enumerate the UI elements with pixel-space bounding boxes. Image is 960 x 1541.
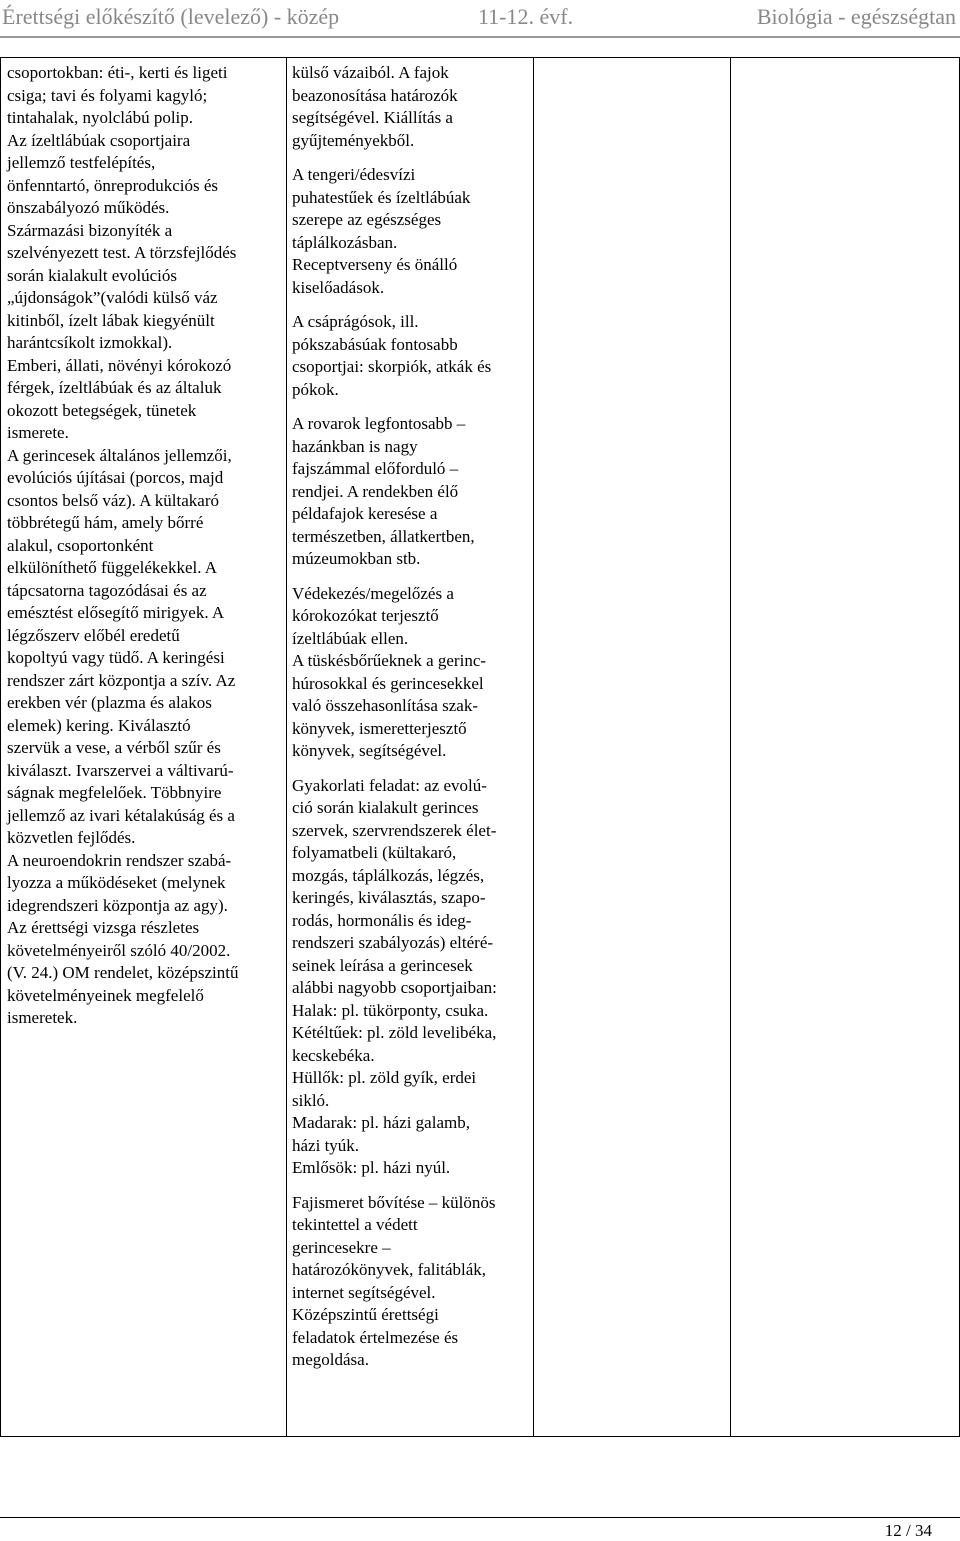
text-line: rendjei. A rendekben élő — [292, 481, 459, 501]
text-line: alábbi nagyobb csoportjaiban: — [292, 978, 497, 997]
text-line: mozgás, táplálkozás, légzés, — [292, 865, 485, 885]
text-line: ízeltlábúak ellen. — [292, 628, 409, 648]
text-line: tekintettel a védett — [292, 1215, 418, 1234]
text-line: okozott betegségek, tünetek — [7, 400, 197, 420]
paragraph — [292, 413, 529, 571]
text-line: szervük a vese, a vérből szűr és — [7, 738, 221, 757]
paragraph — [292, 1192, 529, 1372]
text-line: követelményeiről szóló 40/2002. — [7, 940, 231, 960]
text-line: pókszabásúak fontosabb — [292, 334, 458, 354]
text-line: Emberi, állati, növényi kórokozó — [7, 355, 232, 375]
text-line: többrétegű hám, amely bőrré — [7, 513, 204, 532]
text-line: alakul, csoportonként — [7, 535, 154, 555]
content-cell — [1, 58, 287, 1437]
text-line: Receptverseny és önálló — [292, 255, 458, 274]
text-line: kórokozókat terjesztő — [292, 606, 439, 625]
text-line: Az ízeltlábúak csoportjaira — [7, 130, 191, 150]
text-line: A gerincesek általános jellemzői, — [7, 445, 232, 465]
text-line: Középszintű érettségi — [292, 1305, 439, 1324]
page-number: 12 / 34 — [884, 1521, 932, 1540]
content-text — [1, 58, 286, 1030]
text-line: elemek) kering. Kiválasztó — [7, 715, 191, 735]
text-line: Származási bizonyíték a — [7, 220, 173, 240]
text-line: beazonosítása határozók — [292, 85, 458, 105]
text-line: gerincesekre – — [292, 1237, 391, 1257]
text-line: csoportokban: éti-, kerti és ligeti — [7, 63, 228, 82]
text-line: kiválaszt. Ivarszervei a váltivarú- — [7, 760, 234, 780]
text-line: kopoltyú vagy tüdő. A keringési — [7, 648, 225, 667]
text-line: jellemző az ivari kétalakúság és a — [7, 805, 235, 825]
text-line: természetben, állatkertben, — [292, 526, 475, 546]
paragraph — [292, 62, 529, 152]
text-line: rendszeri szabályozás) eltéré- — [292, 933, 494, 952]
text-line: Gyakorlati feladat: az evolú- — [292, 775, 487, 795]
paragraph — [292, 311, 529, 401]
text-line: elkülöníthető függelékekkel. A — [7, 558, 218, 577]
header-grade: 11-12. évf. — [478, 4, 574, 29]
text-line: követelményeinek megfelelő — [7, 985, 204, 1005]
empty-cell — [731, 58, 960, 1437]
page-header — [0, 0, 960, 36]
text-line: csontos belső váz). A kültakaró — [7, 490, 219, 510]
text-line: szelvényezett test. A törzsfejlődés — [7, 243, 237, 262]
text-line: kecskebéka. — [292, 1045, 375, 1065]
text-line: „újdonságok”(valódi külső váz — [7, 288, 218, 307]
text-line: példafajok keresése a — [292, 504, 438, 523]
text-line: ismerete. — [7, 423, 69, 442]
text-line: seinek leírása a gerincesek — [292, 955, 473, 975]
paragraph — [292, 583, 529, 763]
text-line: A neuroendokrin rendszer szabá- — [7, 850, 232, 870]
text-line: gyűjteményekből. — [292, 130, 415, 150]
empty-cell — [534, 58, 731, 1437]
text-line: férgek, ízeltlábúak és az általuk — [7, 378, 222, 397]
text-line: csiga; tavi és folyami kagyló; — [7, 85, 208, 105]
text-line: sikló. — [292, 1090, 330, 1110]
header-course: Érettségi előkészítő (levelező) - közép — [2, 4, 340, 29]
text-line: keringés, kiválasztás, szapo- — [292, 888, 486, 907]
text-line: közvetlen fejlődés. — [7, 828, 136, 847]
text-line: ismeretek. — [7, 1008, 78, 1027]
text-line: csoportjai: skorpiók, atkák és — [292, 357, 492, 376]
text-line: segítségével. Kiállítás a — [292, 108, 453, 127]
text-line: Kétéltűek: pl. zöld levelibéka, — [292, 1023, 497, 1042]
table-row — [1, 58, 960, 1437]
text-line: kitinből, ízelt lábak kiegyénült — [7, 310, 215, 330]
header-subject: Biológia - egészségtan — [756, 4, 956, 29]
text-line: házi tyúk. — [292, 1135, 360, 1155]
text-line: hazánkban is nagy — [292, 436, 418, 456]
footer-divider — [0, 1517, 960, 1518]
text-line: során kialakult evolúciós — [7, 265, 177, 285]
text-line: könyvek, ismeretterjesztő — [292, 718, 467, 738]
text-line: külső vázaiból. A fajok — [292, 63, 449, 82]
text-line: ságnak megfelelőek. Többnyire — [7, 783, 222, 802]
text-line: önfenntartó, önreprodukciós és — [7, 175, 219, 195]
text-line: emésztést elősegítő mirigyek. A — [7, 603, 225, 622]
text-line: A rovarok legfontosabb – — [292, 414, 466, 433]
curriculum-table — [0, 57, 960, 1437]
text-line: szerepe az egészséges — [292, 210, 442, 229]
text-line: erekben vér (plazma és alakos — [7, 693, 212, 712]
text-line: Hüllők: pl. zöld gyík, erdei — [292, 1068, 477, 1087]
text-line: A tengeri/édesvízi — [292, 165, 416, 184]
paragraph — [292, 775, 529, 1180]
text-line: önszabályozó működés. — [7, 198, 170, 217]
text-line: Védekezés/megelőzés a — [292, 583, 454, 603]
text-line: A csáprágósok, ill. — [292, 312, 419, 331]
text-line: (V. 24.) OM rendelet, középszintű — [7, 963, 239, 982]
paragraph — [292, 164, 529, 299]
text-line: tintahalak, nyolclábú polip. — [7, 108, 194, 127]
text-line: Fajismeret bővítése – különös — [292, 1192, 496, 1212]
text-line: táplálkozásban. — [292, 232, 398, 252]
text-line: szervek, szervrendszerek élet- — [292, 820, 497, 840]
text-line: harántcsíkolt izmokkal). — [7, 333, 173, 352]
text-line: A tüskésbőrűeknek a gerinc- — [292, 651, 487, 670]
text-line: internet segítségével. — [292, 1282, 436, 1302]
text-line: tápcsatorna tagozódásai és az — [7, 580, 207, 600]
header-divider — [0, 36, 960, 38]
text-line: ció során kialakult gerinces — [292, 798, 479, 817]
text-line: kiselőadások. — [292, 277, 385, 297]
text-line: légzőszerv előbél eredetű — [7, 625, 180, 645]
text-line: Az érettségi vizsga részletes — [7, 918, 200, 937]
text-line: puhatestűek és ízeltlábúak — [292, 187, 471, 207]
text-line: múzeumokban stb. — [292, 549, 421, 568]
text-line: lyozza a működéseket (melynek — [7, 873, 226, 892]
text-line: való összehasonlítása szak- — [292, 696, 478, 715]
activities-cell — [287, 58, 534, 1437]
text-line: rodás, hormonális és ideg- — [292, 910, 472, 930]
text-line: idegrendszeri központja az agy). — [7, 895, 228, 915]
text-line: jellemző testfelépítés, — [7, 153, 156, 172]
text-line: folyamatbeli (kültakaró, — [292, 843, 457, 862]
text-line: határozókönyvek, falitáblák, — [292, 1260, 487, 1279]
text-line: Halak: pl. tükörponty, csuka. — [292, 1000, 489, 1020]
text-line: megoldása. — [292, 1350, 369, 1369]
text-line: evolúciós újításai (porcos, majd — [7, 468, 224, 487]
text-line: rendszer zárt központja a szív. Az — [7, 670, 236, 690]
text-line: könyvek, segítségével. — [292, 741, 447, 760]
activities-text — [287, 58, 533, 1372]
text-line: Emlősök: pl. házi nyúl. — [292, 1158, 451, 1177]
text-line: húrosokkal és gerincesekkel — [292, 673, 484, 693]
text-line: fajszámmal előforduló – — [292, 459, 459, 478]
text-line: pókok. — [292, 379, 339, 399]
text-line: Madarak: pl. házi galamb, — [292, 1113, 470, 1132]
text-line: feladatok értelmezése és — [292, 1327, 459, 1347]
